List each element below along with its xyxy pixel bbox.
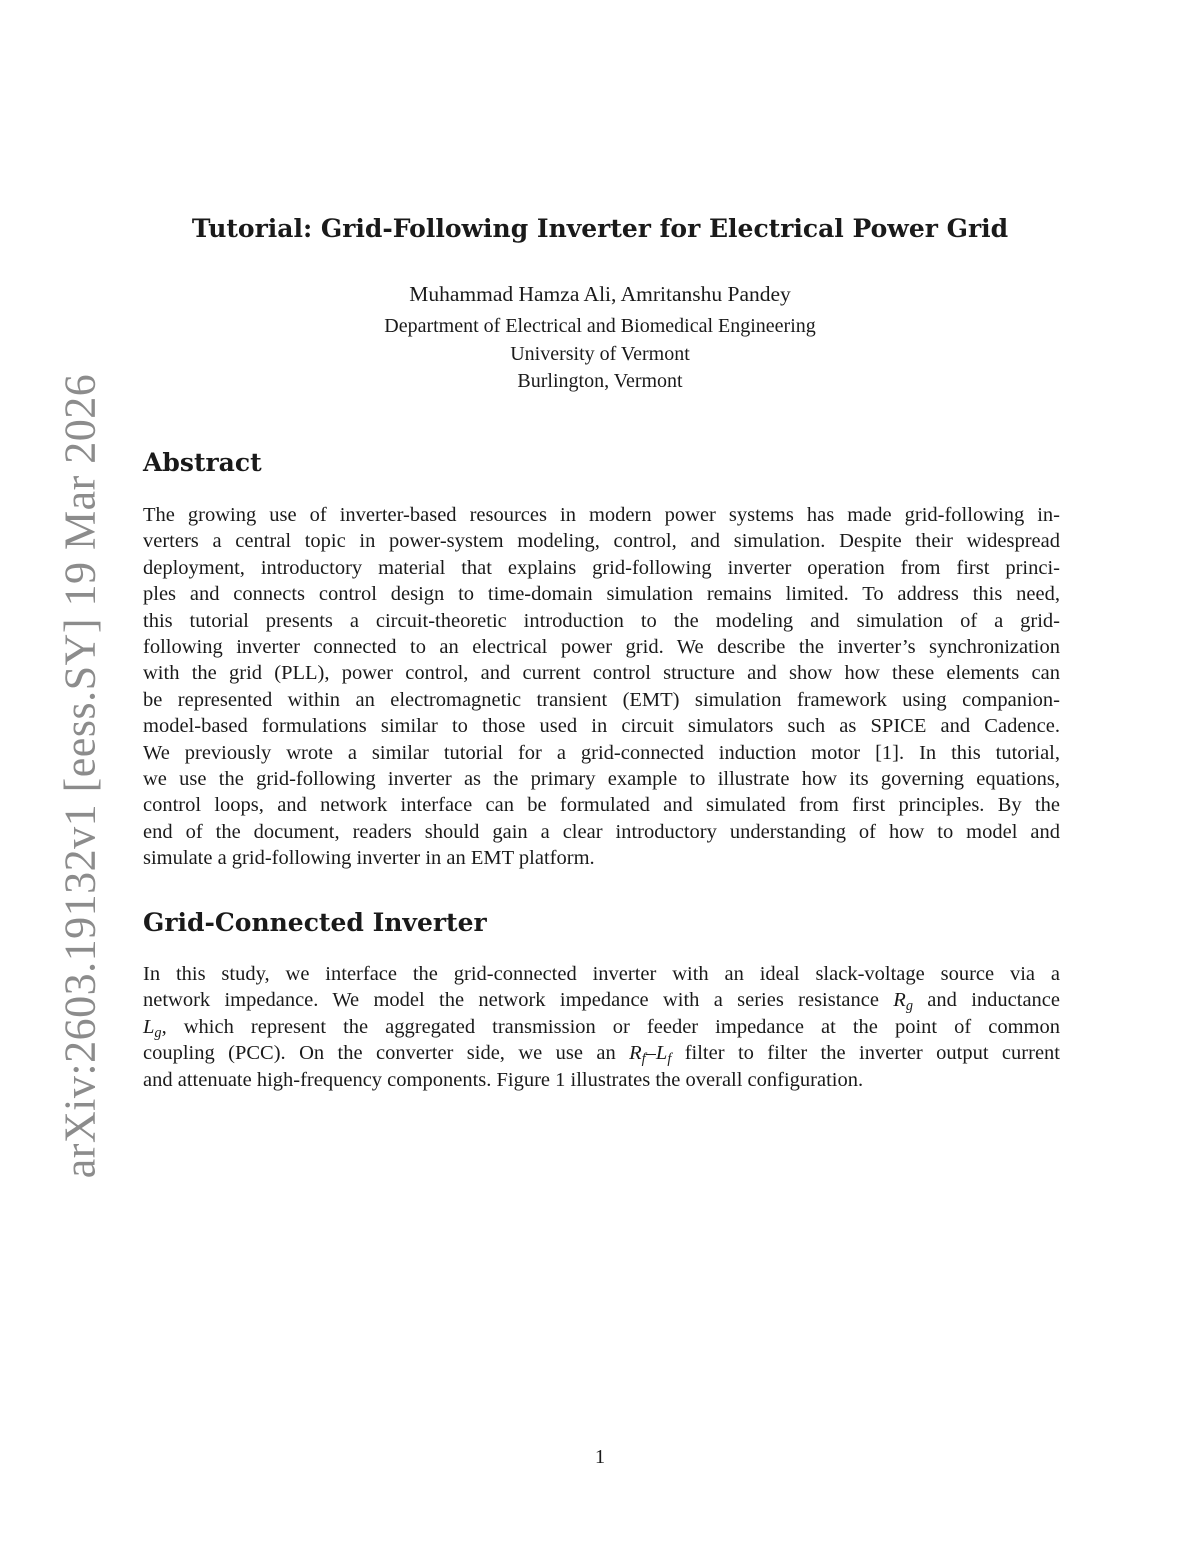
abstract-line: we use the grid-following inverter as the primary example to illustrate how its governing equations, [143, 768, 1060, 791]
abstract-line: deployment, introductory material that explains grid-following inverter operation from first princi- [143, 556, 1060, 579]
body-line [143, 1040, 1060, 1066]
text-run: network impedance. We model the network impedance with a series resistance [143, 989, 894, 1012]
abstract-body [143, 502, 1060, 872]
math-symbol: $R_f-L_f$ [629, 1042, 672, 1068]
abstract-line: model-based formulations similar to those used in circuit simulators such as SPICE and Cadence. [143, 715, 1060, 738]
text-run: and inductance [912, 989, 1060, 1012]
abstract-line: control loops, and network interface can be formulated and simulated from first principles. By the [143, 794, 1060, 817]
body-line: In this study, we interface the grid-connected inverter with an ideal slack-voltage source via a [143, 963, 1060, 985]
abstract-line: following inverter connected to an electrical power grid. We describe the inverter’s synchronization [143, 636, 1060, 659]
abstract-line: end of the document, readers should gain a clear introductory understanding of how to model and [143, 820, 1060, 843]
math-symbol: $L_g$ [143, 1015, 162, 1041]
affiliation-department: Department of Electrical and Biomedical Engineering [384, 315, 816, 337]
abstract-line: verters a central topic in power-system modeling, control, and simulation. Despite their widespread [143, 530, 1060, 553]
abstract-line: We previously wrote a similar tutorial for a grid-connected induction motor [1]. In this tutorial, [143, 741, 1060, 764]
body-line [143, 987, 1060, 1013]
text-run: , which represent the aggregated transmission or feeder impedance at the point of common [161, 1015, 1060, 1038]
abstract-heading: Abstract [143, 448, 262, 477]
math-symbol: $R_g$ [893, 989, 913, 1015]
abstract-line: be represented within an electromagnetic transient (EMT) simulation framework using companion- [143, 688, 1060, 711]
section-body [143, 961, 1060, 1093]
author-list: Muhammad Hamza Ali, Amritanshu Pandey [409, 282, 791, 306]
abstract-line: with the grid (PLL), power control, and current control structure and show how these elements can [143, 662, 1060, 685]
text-run: filter to filter the inverter output current [671, 1042, 1060, 1065]
page-number: 1 [594, 1446, 606, 1468]
section-heading: Grid-Connected Inverter [143, 908, 487, 937]
abstract-line: The growing use of inverter-based resources in modern power systems has made grid-following in- [143, 504, 1060, 526]
abstract-line: ples and connects control design to time-domain simulation remains limited. To address this need, [143, 583, 1060, 606]
body-line [143, 1014, 1060, 1040]
affiliation-university: University of Vermont [510, 342, 690, 365]
affiliation-block [0, 313, 1200, 396]
body-line: and attenuate high-frequency components. Figure 1 illustrates the overall configuration. [143, 1068, 864, 1091]
arxiv-identifier: arXiv:2603.19132v1 [eess.SY] 19 Mar 2026 [55, 373, 105, 1179]
abstract-line: this tutorial presents a circuit-theoretic introduction to the modeling and simulation of a grid- [143, 609, 1060, 632]
abstract-line: simulate a grid-following inverter in an EMT platform. [143, 847, 595, 870]
text-run: coupling (PCC). On the converter side, we use an [143, 1042, 630, 1065]
paper-title: Tutorial: Grid-Following Inverter for Electrical Power Grid [191, 214, 1009, 243]
affiliation-location: Burlington, Vermont [517, 370, 683, 392]
